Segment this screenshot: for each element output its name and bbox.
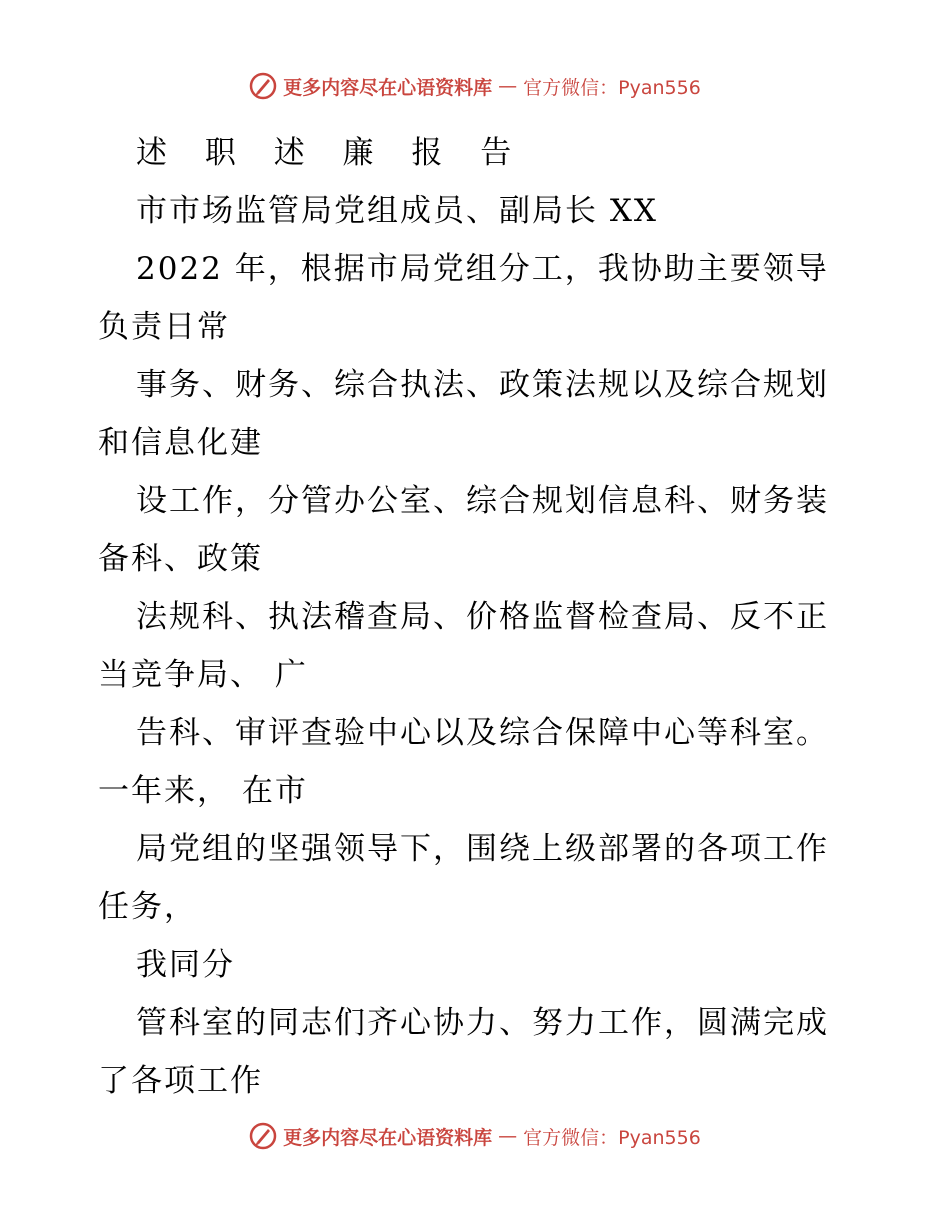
document-body	[98, 124, 858, 1110]
watermark-account: 官方微信：Pyan556	[523, 76, 701, 99]
paragraph-line: 局党组的坚强领导下，围绕上级部署的各项工作	[136, 831, 829, 867]
paragraph-line: 事务、财务、综合执法、政策法规以及综合规划	[136, 367, 829, 403]
watermark-dash: —	[498, 1125, 518, 1147]
paragraph-line: 管科室的同志们齐心协力、努力工作，圆满完成	[136, 1005, 829, 1041]
paragraph-line: 法规科、执法稽查局、价格监督检查局、反不正	[136, 599, 829, 635]
document-author: 市市场监管局党组成员、副局长 XX	[136, 193, 658, 229]
quill-seal-icon	[249, 1122, 277, 1150]
watermark-header	[0, 72, 950, 100]
paragraph-line: 一年来， 在市	[98, 773, 308, 809]
paragraph-line: 告科、审评查验中心以及综合保障中心等科室。	[136, 715, 829, 751]
paragraph-line: 我同分	[136, 947, 235, 983]
paragraph-line: 2022 年，根据市局党组分工，我协助主要领导	[136, 251, 829, 287]
watermark-account: 官方微信：Pyan556	[523, 1126, 701, 1149]
paragraph-line: 备科、政策	[98, 541, 263, 577]
document-title: 述 职 述 廉 报 告	[136, 135, 526, 171]
quill-seal-icon	[249, 72, 277, 100]
watermark-brand: 更多内容尽在心语资料库	[283, 1126, 493, 1149]
paragraph-line: 负责日常	[98, 309, 230, 345]
paragraph-line: 了各项工作	[98, 1063, 263, 1099]
watermark-brand: 更多内容尽在心语资料库	[283, 76, 493, 99]
paragraph-line: 和信息化建	[98, 425, 263, 461]
paragraph-line: 任务，	[98, 889, 197, 925]
paragraph-line: 当竞争局、 广	[98, 657, 308, 693]
watermark-footer	[0, 1122, 950, 1150]
paragraph-line: 设工作，分管办公室、综合规划信息科、财务装	[136, 483, 829, 519]
watermark-dash: —	[498, 75, 518, 97]
